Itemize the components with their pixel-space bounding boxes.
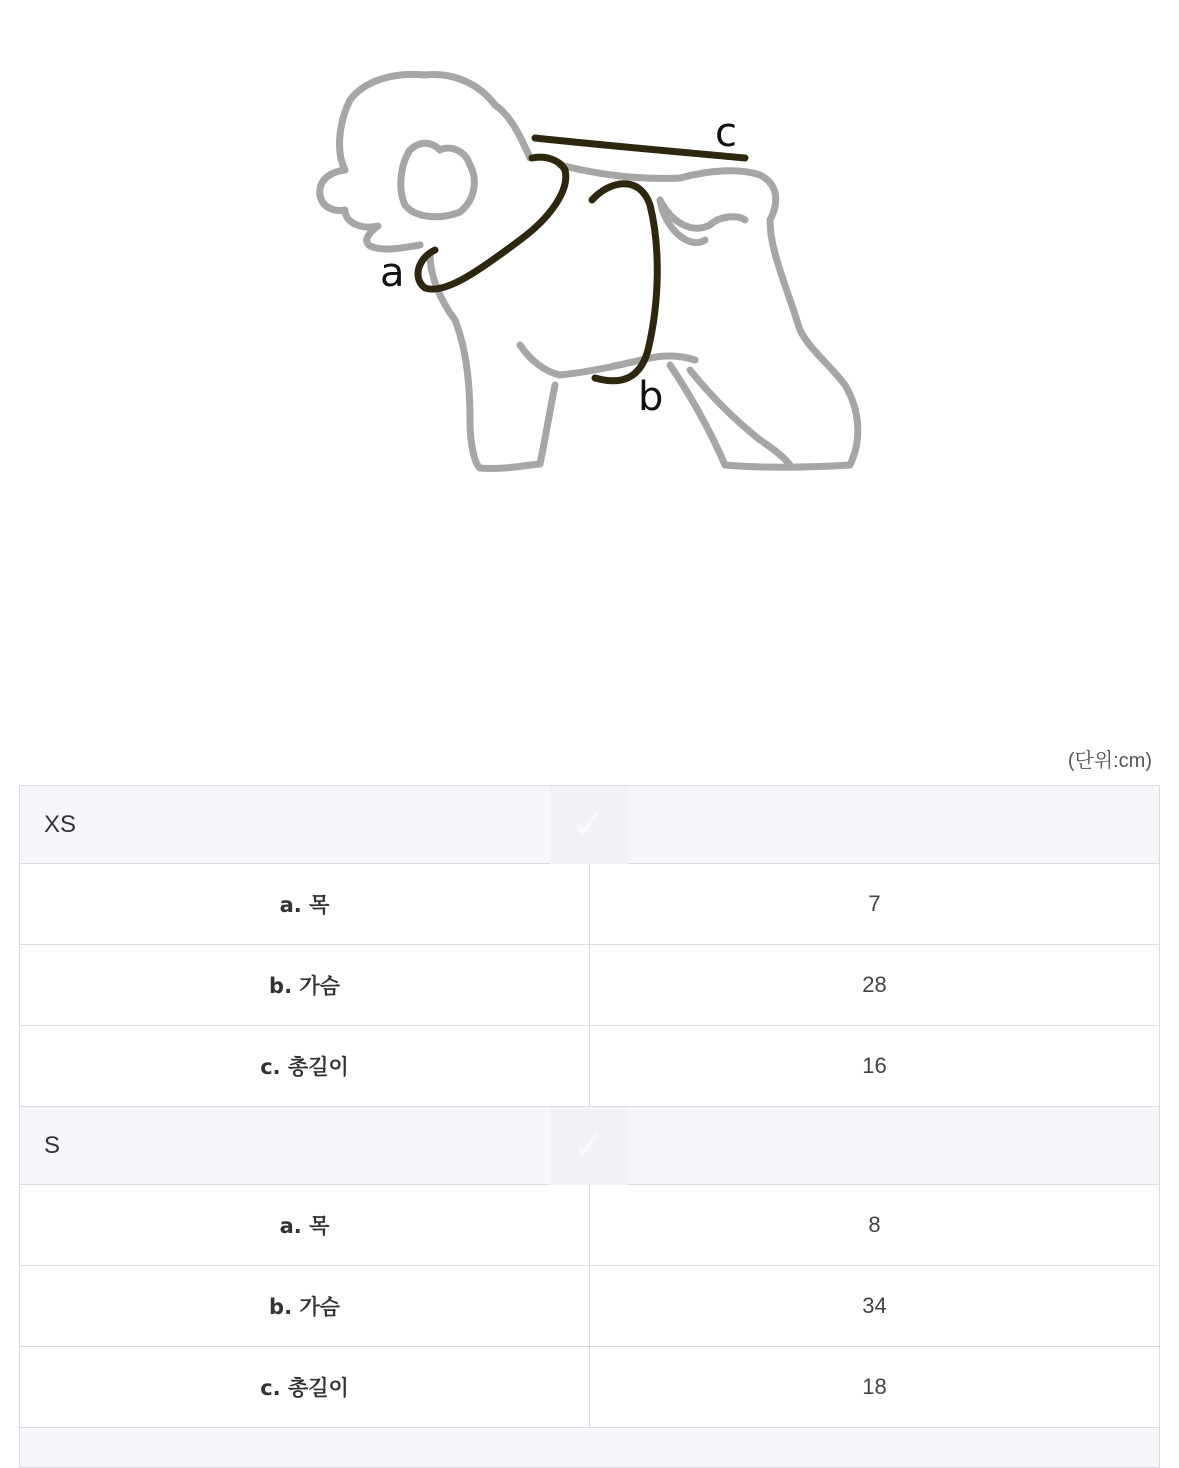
next-size-group-partial	[20, 1428, 1160, 1468]
size-group-name: XS	[44, 810, 77, 838]
measure-value: 18	[590, 1347, 1160, 1428]
measure-value: 28	[590, 945, 1160, 1026]
check-icon: ✓	[550, 786, 628, 864]
table-row	[20, 864, 1160, 945]
measure-value: 34	[590, 1266, 1160, 1347]
size-group-name: S	[44, 1131, 61, 1159]
length-measure-line	[535, 138, 745, 158]
table-row	[20, 1026, 1160, 1107]
label-b: b	[638, 374, 664, 420]
size-group-cell[interactable]	[20, 1107, 1160, 1185]
dog-outline-illustration	[300, 60, 880, 490]
measure-label: c. 총길이	[20, 1347, 590, 1428]
label-c: c	[715, 110, 737, 156]
measure-value: 16	[590, 1026, 1160, 1107]
measure-label: b. 가슴	[20, 945, 590, 1026]
label-a: a	[380, 250, 405, 296]
unit-note: (단위:cm)	[1067, 750, 1152, 772]
dog-measurement-diagram	[300, 60, 880, 490]
size-table	[19, 785, 1160, 1468]
table-row	[20, 1347, 1160, 1428]
measure-label: c. 총길이	[20, 1026, 590, 1107]
size-group-cell[interactable]	[20, 786, 1160, 864]
measure-value: 8	[590, 1185, 1160, 1266]
measure-value: 7	[590, 864, 1160, 945]
measure-label: a. 목	[20, 864, 590, 945]
neck-measure-line	[418, 157, 566, 289]
check-icon: ✓	[550, 1107, 628, 1185]
measure-label: b. 가슴	[20, 1266, 590, 1347]
next-size-group-cell	[20, 1428, 1160, 1468]
table-row	[20, 1266, 1160, 1347]
table-row	[20, 945, 1160, 1026]
size-group-header[interactable]	[20, 786, 1160, 864]
size-group-header[interactable]	[20, 1107, 1160, 1185]
measure-label: a. 목	[20, 1185, 590, 1266]
table-row	[20, 1185, 1160, 1266]
chest-measure-line	[592, 184, 657, 381]
